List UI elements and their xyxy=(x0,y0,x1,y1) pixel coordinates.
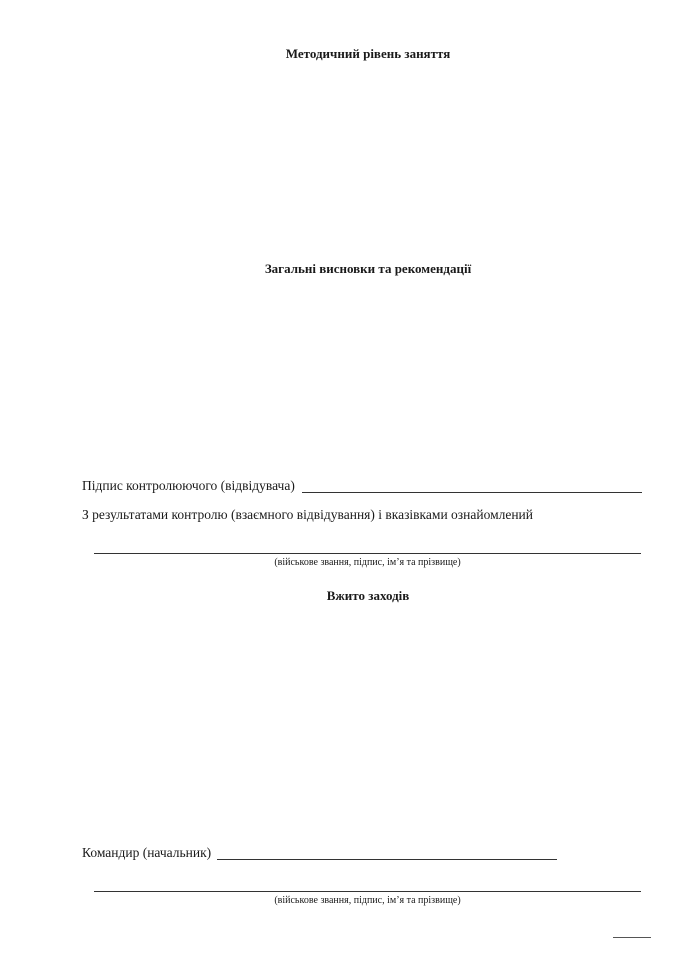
commander-signature-line xyxy=(217,859,557,860)
commander-label: Командир (начальник) xyxy=(82,845,212,860)
acknowledged-signature-line xyxy=(94,553,641,554)
commander-full-signature-line xyxy=(94,891,641,892)
controller-signature-label: Підпис контролюючого (відвідувача) xyxy=(82,478,295,493)
heading-conclusions: Загальні висновки та рекомендації xyxy=(264,261,472,276)
acknowledged-text: З результатами контролю (взаємного відвідування) і вказівками ознайомлений xyxy=(82,507,534,522)
signature-caption-2: (військове звання, підпис, ім’я та прізвище) xyxy=(274,895,461,906)
page-corner-mark xyxy=(613,937,651,938)
controller-signature-line xyxy=(302,492,642,493)
heading-measures-taken: Вжито заходів xyxy=(326,588,410,603)
signature-caption-1: (військове звання, підпис, ім’я та прізвище) xyxy=(274,557,461,568)
heading-methodical-level: Методичний рівень заняття xyxy=(285,46,451,61)
